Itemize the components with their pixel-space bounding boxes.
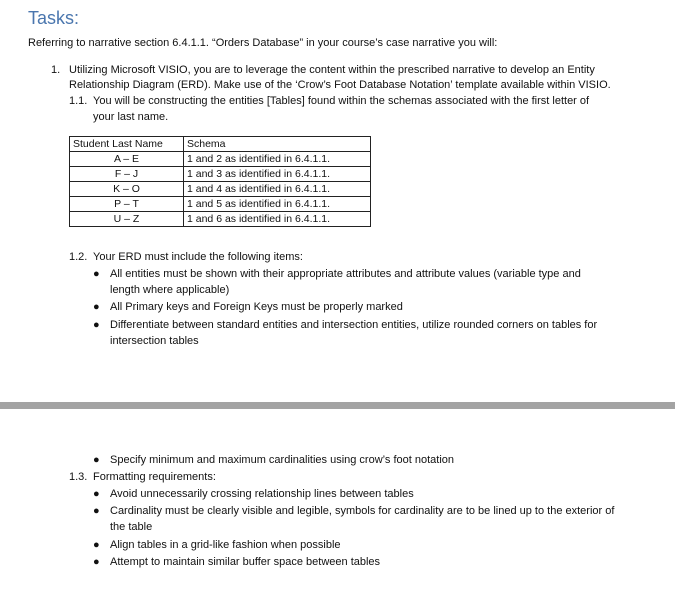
item-1-1-line-1: You will be constructing the entities [Tables] found within the schemas associated with the first letter of	[93, 95, 590, 107]
bullet-icon: ●	[93, 539, 100, 551]
table-cell-name-range: A – E	[70, 152, 184, 167]
page-break-divider	[0, 402, 675, 409]
table-cell-name-range: U – Z	[70, 212, 184, 227]
column-header-schema: Schema	[184, 137, 371, 152]
bullet-1-3-c: Align tables in a grid-like fashion when possible	[110, 539, 341, 551]
item-1-3-number: 1.3.	[69, 471, 88, 483]
table-header-row	[70, 137, 371, 152]
item-1-3-text: Formatting requirements:	[93, 471, 216, 483]
column-header-student-last-name: Student Last Name	[70, 137, 184, 152]
bullet-1-2-a-line-1: All entities must be shown with their appropriate attributes and attribute values (variable type and	[110, 268, 581, 280]
table-cell-name-range: P – T	[70, 197, 184, 212]
bullet-1-3-d: Attempt to maintain similar buffer space between tables	[110, 556, 381, 568]
bullet-cardinality: Specify minimum and maximum cardinalities using crow’s foot notation	[110, 454, 454, 466]
tasks-heading: Tasks:	[28, 8, 80, 28]
table-cell-schema: 1 and 2 as identified in 6.4.1.1.	[184, 152, 371, 167]
item-1-2-text: Your ERD must include the following items:	[93, 251, 303, 263]
item-1-2-number: 1.2.	[69, 251, 88, 263]
bullet-1-3-b-line-2: the table	[110, 521, 153, 533]
table-row	[70, 182, 371, 197]
item-1-line-1: Utilizing Microsoft VISIO, you are to leverage the content within the prescribed narrative to develop an Entity	[69, 64, 595, 76]
bullet-icon: ●	[93, 488, 100, 500]
item-1-1-line-2: your last name.	[93, 111, 169, 123]
bullet-1-2-c-line-2: intersection tables	[110, 335, 199, 347]
table-cell-schema: 1 and 5 as identified in 6.4.1.1.	[184, 197, 371, 212]
bullet-1-3-b-line-1: Cardinality must be clearly visible and legible, symbols for cardinality are to be lined up to the exterior of	[110, 505, 615, 517]
intro-text: Referring to narrative section 6.4.1.1. “Orders Database” in your course’s case narrative you will:	[28, 37, 498, 49]
table-cell-schema: 1 and 4 as identified in 6.4.1.1.	[184, 182, 371, 197]
bullet-icon: ●	[93, 268, 100, 280]
table-cell-schema: 1 and 3 as identified in 6.4.1.1.	[184, 167, 371, 182]
item-1-1-number: 1.1.	[69, 95, 88, 107]
bullet-1-2-a-line-2: length where applicable)	[110, 284, 230, 296]
item-1-line-2: Relationship Diagram (ERD). Make use of the ‘Crow’s Foot Database Notation’ template available within VISIO.	[69, 79, 611, 91]
table-cell-schema: 1 and 6 as identified in 6.4.1.1.	[184, 212, 371, 227]
bullet-1-2-c-line-1: Differentiate between standard entities and intersection entities, utilize rounded corners on tables for	[110, 319, 598, 331]
bullet-icon: ●	[93, 319, 100, 331]
item-1-number: 1.	[51, 64, 61, 76]
table-row	[70, 212, 371, 227]
table-cell-name-range: K – O	[70, 182, 184, 197]
bullet-1-2-b: All Primary keys and Foreign Keys must be properly marked	[110, 301, 403, 313]
bullet-icon: ●	[93, 556, 100, 568]
table-row	[70, 152, 371, 167]
bullet-1-3-a: Avoid unnecessarily crossing relationship lines between tables	[110, 488, 414, 500]
table-cell-name-range: F – J	[70, 167, 184, 182]
bullet-icon: ●	[93, 301, 100, 313]
schema-table	[69, 136, 371, 227]
table-row	[70, 167, 371, 182]
bullet-icon: ●	[93, 505, 100, 517]
bullet-icon: ●	[93, 454, 100, 466]
table-row	[70, 197, 371, 212]
